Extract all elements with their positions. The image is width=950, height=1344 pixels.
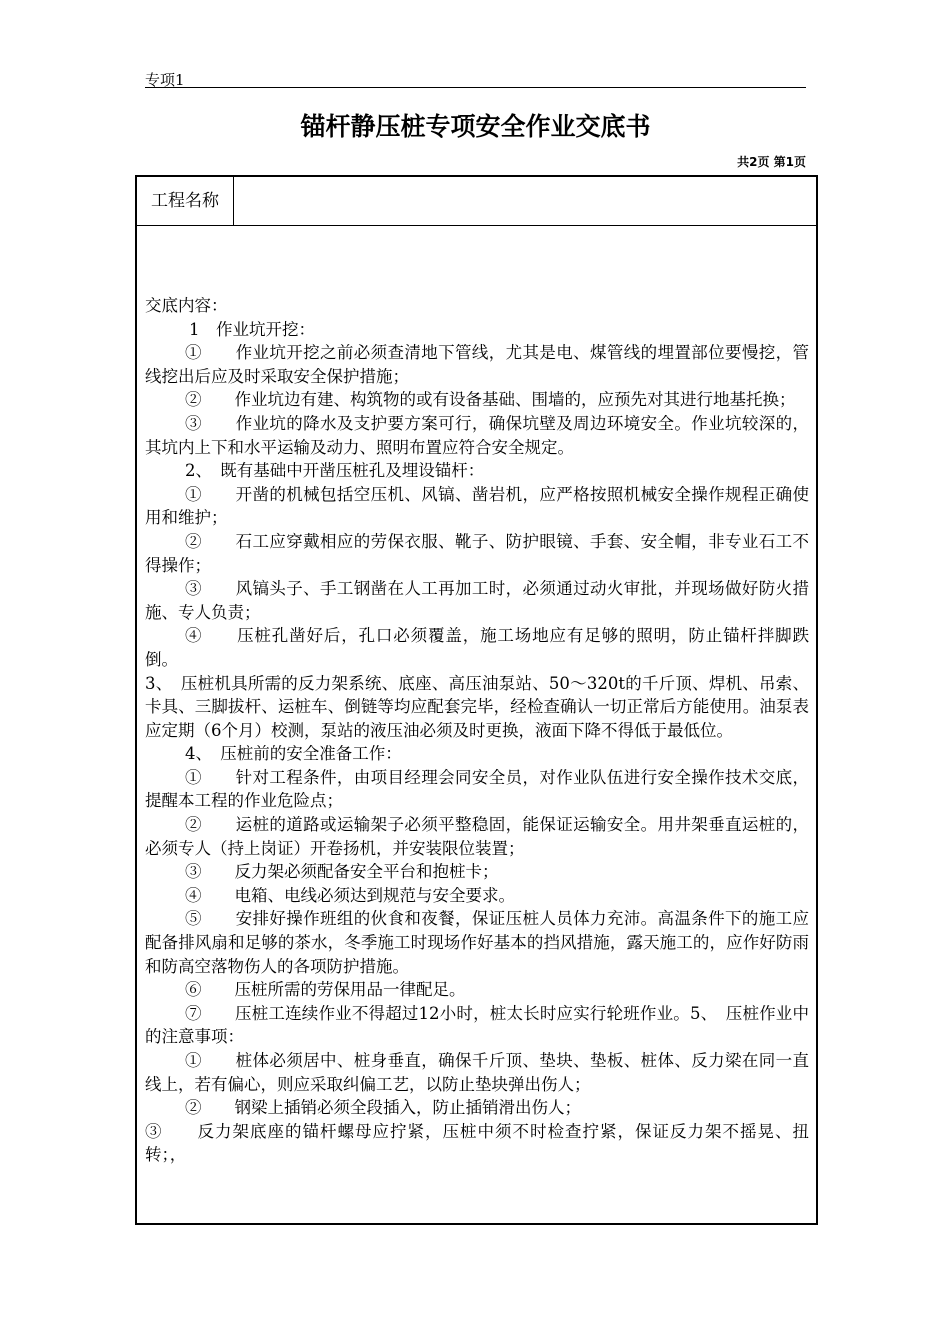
content-paragraph: 1 作业坑开挖： <box>189 319 315 339</box>
content-paragraph: ③ 反力架底座的锚杆螺母应拧紧，压桩中须不时检查拧紧，保证反力架不摇晃、扭转；， <box>145 1121 809 1165</box>
content-paragraph: ④ 电箱、电线必须达到规范与安全要求。 <box>185 885 515 905</box>
content-paragraph: ⑤ 安排好操作班组的伙食和夜餐，保证压桩人员体力充沛。高温条件下的施工应配备排风扇和足够的茶水，冬季施工时现场作好基本的挡风措施，露天施工的，应作好防雨和防高空落物伤人的各项防护措施。 <box>145 909 809 976</box>
content-paragraph: ① 作业坑开挖之前必须查清地下管线，尤其是电、煤管线的埋置部位要慢挖，管线挖出后应及时采取安全保护措施； <box>145 343 809 386</box>
content-paragraph: ④ 压桩孔凿好后，孔口必须覆盖，施工场地应有足够的照明，防止锚杆拌脚跌倒。 <box>145 626 809 669</box>
content-paragraph: 3、 压桩机具所需的反力架系统、底座、高压油泵站、50～320t的千斤顶、焊机、吊索、卡具、三脚拔杆、运桩车、倒链等均应配套完毕，经检查确认一切正常后方能使用。油泵表应定期（6个月）校测，泵站的液压油必须及时更换，液面下降不得低于最低位。 <box>145 673 809 740</box>
page-count: 共2页 第1页 <box>737 155 806 169</box>
content-paragraph: ⑦ 压桩工连续作业不得超过12小时，桩太长时应实行轮班作业。5、 压桩作业中的注意事项： <box>145 1003 809 1047</box>
project-name-field[interactable] <box>234 177 816 225</box>
header-rule <box>145 87 806 88</box>
content-paragraph: ① 开凿的机械包括空压机、风镐、凿岩机，应严格按照机械安全操作规程正确使用和维护； <box>145 484 809 528</box>
content-paragraph: ① 桩体必须居中、桩身垂直，确保千斤顶、垫块、垫板、桩体、反力梁在同一直线上，若有偏心，则应采取纠偏工艺，以防止垫块弹出伤人； <box>145 1051 809 1094</box>
project-name-row <box>137 177 816 226</box>
content-paragraph: ⑥ 压桩所需的劳保用品一律配足。 <box>185 980 466 1000</box>
content-paragraph: ③ 风镐头子、手工钢凿在人工再加工时，必须通过动火审批，并现场做好防火措施、专人负责； <box>145 579 809 622</box>
form-table <box>135 175 818 1225</box>
content-paragraph: ② 石工应穿戴相应的劳保衣服、靴子、防护眼镜、手套、安全帽，非专业石工不得操作； <box>145 531 809 575</box>
disclosure-content <box>145 294 809 1167</box>
document-title: 锚杆静压桩专项安全作业交底书 <box>300 112 651 141</box>
content-intro: 交底内容： <box>145 296 228 315</box>
content-paragraph: ② 运桩的道路或运输架子必须平整稳固，能保证运输安全。用井架垂直运桩的，必须专人（持上岗证）开卷扬机，并安装限位装置； <box>145 815 809 858</box>
content-paragraph: 4、 压桩前的安全准备工作： <box>185 744 402 764</box>
content-paragraph: 2、 既有基础中开凿压桩孔及埋设锚杆： <box>185 461 485 481</box>
content-paragraph: ③ 反力架必须配备安全平台和抱桩卡； <box>185 862 499 882</box>
content-paragraph: ② 钢梁上插销必须全段插入，防止插销滑出伤人； <box>185 1098 581 1118</box>
content-paragraph: ② 作业坑边有建、构筑物的或有设备基础、围墙的，应预先对其进行地基托换； <box>185 390 796 410</box>
content-paragraph: ① 针对工程条件，由项目经理会同安全员，对作业队伍进行安全操作技术交底，提醒本工程的作业危险点； <box>145 767 809 811</box>
content-paragraph: ③ 作业坑的降水及支护要方案可行，确保坑壁及周边环境安全。作业坑较深的，其坑内上下和水平运输及动力、照明布置应符合安全规定。 <box>145 413 809 457</box>
project-name-label: 工程名称 <box>137 177 234 225</box>
header-label: 专项1 <box>145 71 185 89</box>
